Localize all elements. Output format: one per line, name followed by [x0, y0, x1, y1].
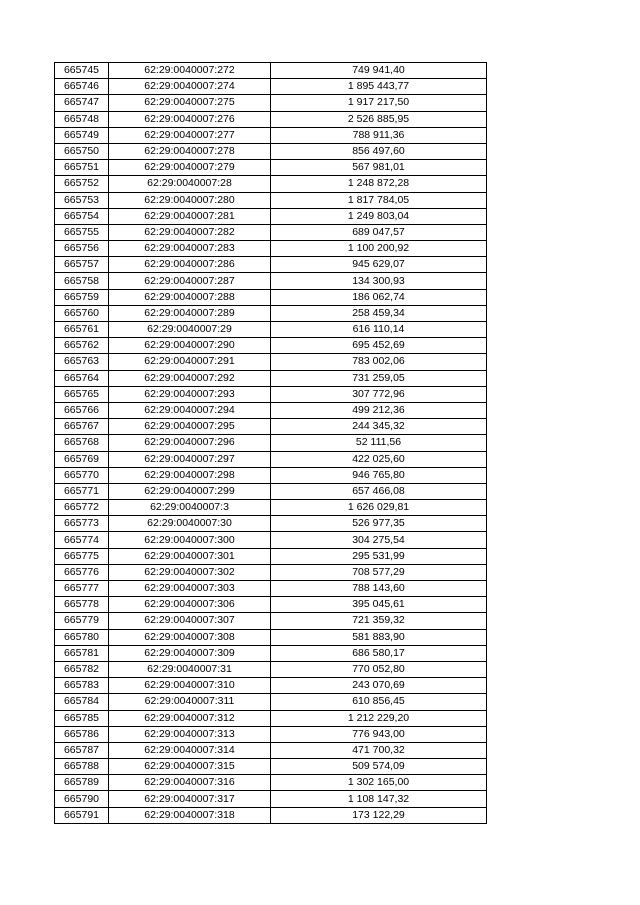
- table-row: [55, 322, 487, 338]
- cadastral-value-cell: 2 526 885,95: [271, 111, 487, 127]
- cadastral-number-cell: 62:29:0040007:28: [109, 176, 271, 192]
- row-number-cell: 665791: [55, 807, 109, 823]
- cadastral-number-cell: 62:29:0040007:314: [109, 742, 271, 758]
- cadastral-number-cell: 62:29:0040007:310: [109, 678, 271, 694]
- row-number-cell: 665787: [55, 742, 109, 758]
- row-number-cell: 665763: [55, 354, 109, 370]
- row-number-cell: 665768: [55, 435, 109, 451]
- row-number-cell: 665756: [55, 241, 109, 257]
- cadastral-number-cell: 62:29:0040007:275: [109, 95, 271, 111]
- cadastral-value-cell: 243 070,69: [271, 678, 487, 694]
- cadastral-number-cell: 62:29:0040007:292: [109, 370, 271, 386]
- cadastral-number-cell: 62:29:0040007:295: [109, 419, 271, 435]
- cadastral-value-cell: 134 300,93: [271, 273, 487, 289]
- table-row: [55, 257, 487, 273]
- cadastral-number-cell: 62:29:0040007:288: [109, 289, 271, 305]
- cadastral-number-cell: 62:29:0040007:29: [109, 322, 271, 338]
- cadastral-number-cell: 62:29:0040007:283: [109, 241, 271, 257]
- table-row: [55, 160, 487, 176]
- table-row: [55, 402, 487, 418]
- table-row: [55, 386, 487, 402]
- row-number-cell: 665757: [55, 257, 109, 273]
- table-row: [55, 370, 487, 386]
- row-number-cell: 665749: [55, 127, 109, 143]
- cadastral-value-cell: 581 883,90: [271, 629, 487, 645]
- table-row: [55, 516, 487, 532]
- cadastral-value-cell: 689 047,57: [271, 224, 487, 240]
- cadastral-value-cell: 422 025,60: [271, 451, 487, 467]
- row-number-cell: 665780: [55, 629, 109, 645]
- row-number-cell: 665773: [55, 516, 109, 532]
- cadastral-number-cell: 62:29:0040007:31: [109, 661, 271, 677]
- cadastral-value-cell: 610 856,45: [271, 694, 487, 710]
- cadastral-number-cell: 62:29:0040007:280: [109, 192, 271, 208]
- cadastral-value-cell: 856 497,60: [271, 143, 487, 159]
- table-row: [55, 694, 487, 710]
- cadastral-value-cell: 1 100 200,92: [271, 241, 487, 257]
- cadastral-value-cell: 1 248 872,28: [271, 176, 487, 192]
- row-number-cell: 665774: [55, 532, 109, 548]
- row-number-cell: 665784: [55, 694, 109, 710]
- table-row: [55, 273, 487, 289]
- cadastral-number-cell: 62:29:0040007:313: [109, 726, 271, 742]
- table-row: [55, 208, 487, 224]
- table-row: [55, 289, 487, 305]
- cadastral-number-cell: 62:29:0040007:303: [109, 581, 271, 597]
- table-row: [55, 419, 487, 435]
- table-row: [55, 451, 487, 467]
- cadastral-number-cell: 62:29:0040007:291: [109, 354, 271, 370]
- table-row: [55, 807, 487, 823]
- cadastral-number-cell: 62:29:0040007:318: [109, 807, 271, 823]
- cadastral-value-cell: 1 108 147,32: [271, 791, 487, 807]
- row-number-cell: 665781: [55, 645, 109, 661]
- table-row: [55, 305, 487, 321]
- cadastral-value-cell: 770 052,80: [271, 661, 487, 677]
- cadastral-value-cell: 526 977,35: [271, 516, 487, 532]
- cadastral-value-cell: 307 772,96: [271, 386, 487, 402]
- table-row: [55, 661, 487, 677]
- row-number-cell: 665754: [55, 208, 109, 224]
- cadastral-number-cell: 62:29:0040007:307: [109, 613, 271, 629]
- cadastral-number-cell: 62:29:0040007:301: [109, 548, 271, 564]
- table-row: [55, 613, 487, 629]
- table-row: [55, 483, 487, 499]
- cadastral-value-cell: 1 917 217,50: [271, 95, 487, 111]
- row-number-cell: 665783: [55, 678, 109, 694]
- cadastral-number-cell: 62:29:0040007:286: [109, 257, 271, 273]
- cadastral-value-cell: 244 345,32: [271, 419, 487, 435]
- table-row: [55, 775, 487, 791]
- cadastral-value-cell: 395 045,61: [271, 597, 487, 613]
- table-row: [55, 678, 487, 694]
- cadastral-number-cell: 62:29:0040007:277: [109, 127, 271, 143]
- cadastral-value-cell: 946 765,80: [271, 467, 487, 483]
- cadastral-value-cell: 1 249 803,04: [271, 208, 487, 224]
- row-number-cell: 665758: [55, 273, 109, 289]
- table-row: [55, 791, 487, 807]
- row-number-cell: 665788: [55, 759, 109, 775]
- cadastral-number-cell: 62:29:0040007:30: [109, 516, 271, 532]
- cadastral-value-cell: 721 359,32: [271, 613, 487, 629]
- row-number-cell: 665760: [55, 305, 109, 321]
- row-number-cell: 665750: [55, 143, 109, 159]
- cadastral-value-cell: 788 143,60: [271, 581, 487, 597]
- cadastral-number-cell: 62:29:0040007:293: [109, 386, 271, 402]
- cadastral-value-cell: 1 895 443,77: [271, 79, 487, 95]
- cadastral-value-cell: 509 574,09: [271, 759, 487, 775]
- cadastral-number-cell: 62:29:0040007:294: [109, 402, 271, 418]
- table-row: [55, 192, 487, 208]
- row-number-cell: 665782: [55, 661, 109, 677]
- cadastral-number-cell: 62:29:0040007:300: [109, 532, 271, 548]
- row-number-cell: 665775: [55, 548, 109, 564]
- cadastral-number-cell: 62:29:0040007:309: [109, 645, 271, 661]
- cadastral-value-cell: 1 817 784,05: [271, 192, 487, 208]
- cadastral-value-cell: 295 531,99: [271, 548, 487, 564]
- table-row: [55, 241, 487, 257]
- cadastral-number-cell: 62:29:0040007:3: [109, 500, 271, 516]
- table-row: [55, 500, 487, 516]
- table-row: [55, 95, 487, 111]
- table-row: [55, 564, 487, 580]
- row-number-cell: 665746: [55, 79, 109, 95]
- row-number-cell: 665764: [55, 370, 109, 386]
- row-number-cell: 665790: [55, 791, 109, 807]
- table-row: [55, 629, 487, 645]
- cadastral-number-cell: 62:29:0040007:316: [109, 775, 271, 791]
- cadastral-value-cell: 258 459,34: [271, 305, 487, 321]
- row-number-cell: 665785: [55, 710, 109, 726]
- cadastral-number-cell: 62:29:0040007:298: [109, 467, 271, 483]
- table-row: [55, 224, 487, 240]
- cadastral-number-cell: 62:29:0040007:287: [109, 273, 271, 289]
- row-number-cell: 665755: [55, 224, 109, 240]
- cadastral-value-cell: 695 452,69: [271, 338, 487, 354]
- cadastral-value-table: [54, 62, 487, 824]
- cadastral-value-cell: 731 259,05: [271, 370, 487, 386]
- cadastral-value-cell: 616 110,14: [271, 322, 487, 338]
- cadastral-number-cell: 62:29:0040007:308: [109, 629, 271, 645]
- cadastral-value-cell: 173 122,29: [271, 807, 487, 823]
- table-row: [55, 176, 487, 192]
- row-number-cell: 665765: [55, 386, 109, 402]
- cadastral-value-cell: 788 911,36: [271, 127, 487, 143]
- table-row: [55, 548, 487, 564]
- table-row: [55, 726, 487, 742]
- cadastral-value-cell: 708 577,29: [271, 564, 487, 580]
- cadastral-value-cell: 783 002,06: [271, 354, 487, 370]
- cadastral-value-cell: 1 212 229,20: [271, 710, 487, 726]
- row-number-cell: 665762: [55, 338, 109, 354]
- table-row: [55, 581, 487, 597]
- table-row: [55, 467, 487, 483]
- cadastral-value-cell: 749 941,40: [271, 63, 487, 79]
- cadastral-number-cell: 62:29:0040007:317: [109, 791, 271, 807]
- cadastral-number-cell: 62:29:0040007:282: [109, 224, 271, 240]
- row-number-cell: 665753: [55, 192, 109, 208]
- table-row: [55, 354, 487, 370]
- table-row: [55, 111, 487, 127]
- cadastral-value-cell: 567 981,01: [271, 160, 487, 176]
- table-row: [55, 79, 487, 95]
- table-row: [55, 532, 487, 548]
- table-row: [55, 742, 487, 758]
- row-number-cell: 665747: [55, 95, 109, 111]
- table-row: [55, 435, 487, 451]
- row-number-cell: 665752: [55, 176, 109, 192]
- cadastral-number-cell: 62:29:0040007:281: [109, 208, 271, 224]
- cadastral-number-cell: 62:29:0040007:290: [109, 338, 271, 354]
- cadastral-value-cell: 304 275,54: [271, 532, 487, 548]
- cadastral-number-cell: 62:29:0040007:306: [109, 597, 271, 613]
- row-number-cell: 665767: [55, 419, 109, 435]
- row-number-cell: 665769: [55, 451, 109, 467]
- cadastral-number-cell: 62:29:0040007:272: [109, 63, 271, 79]
- table-row: [55, 127, 487, 143]
- cadastral-value-cell: 499 212,36: [271, 402, 487, 418]
- cadastral-value-cell: 52 111,56: [271, 435, 487, 451]
- table-body: [55, 63, 487, 824]
- row-number-cell: 665776: [55, 564, 109, 580]
- table-row: [55, 338, 487, 354]
- row-number-cell: 665748: [55, 111, 109, 127]
- table-row: [55, 63, 487, 79]
- cadastral-number-cell: 62:29:0040007:274: [109, 79, 271, 95]
- cadastral-value-cell: 471 700,32: [271, 742, 487, 758]
- row-number-cell: 665772: [55, 500, 109, 516]
- cadastral-value-cell: 657 466,08: [271, 483, 487, 499]
- row-number-cell: 665766: [55, 402, 109, 418]
- row-number-cell: 665778: [55, 597, 109, 613]
- row-number-cell: 665777: [55, 581, 109, 597]
- table-row: [55, 710, 487, 726]
- cadastral-number-cell: 62:29:0040007:302: [109, 564, 271, 580]
- cadastral-number-cell: 62:29:0040007:276: [109, 111, 271, 127]
- table-row: [55, 759, 487, 775]
- cadastral-number-cell: 62:29:0040007:299: [109, 483, 271, 499]
- cadastral-number-cell: 62:29:0040007:279: [109, 160, 271, 176]
- cadastral-number-cell: 62:29:0040007:311: [109, 694, 271, 710]
- table-row: [55, 143, 487, 159]
- row-number-cell: 665761: [55, 322, 109, 338]
- cadastral-value-cell: 1 626 029,81: [271, 500, 487, 516]
- row-number-cell: 665786: [55, 726, 109, 742]
- row-number-cell: 665745: [55, 63, 109, 79]
- row-number-cell: 665789: [55, 775, 109, 791]
- table-row: [55, 645, 487, 661]
- row-number-cell: 665751: [55, 160, 109, 176]
- cadastral-value-cell: 1 302 165,00: [271, 775, 487, 791]
- row-number-cell: 665771: [55, 483, 109, 499]
- cadastral-value-cell: 186 062,74: [271, 289, 487, 305]
- row-number-cell: 665770: [55, 467, 109, 483]
- table-row: [55, 597, 487, 613]
- cadastral-number-cell: 62:29:0040007:289: [109, 305, 271, 321]
- cadastral-number-cell: 62:29:0040007:296: [109, 435, 271, 451]
- cadastral-number-cell: 62:29:0040007:312: [109, 710, 271, 726]
- cadastral-value-cell: 945 629,07: [271, 257, 487, 273]
- cadastral-number-cell: 62:29:0040007:297: [109, 451, 271, 467]
- cadastral-value-cell: 686 580,17: [271, 645, 487, 661]
- row-number-cell: 665779: [55, 613, 109, 629]
- cadastral-number-cell: 62:29:0040007:278: [109, 143, 271, 159]
- row-number-cell: 665759: [55, 289, 109, 305]
- cadastral-value-cell: 776 943,00: [271, 726, 487, 742]
- cadastral-number-cell: 62:29:0040007:315: [109, 759, 271, 775]
